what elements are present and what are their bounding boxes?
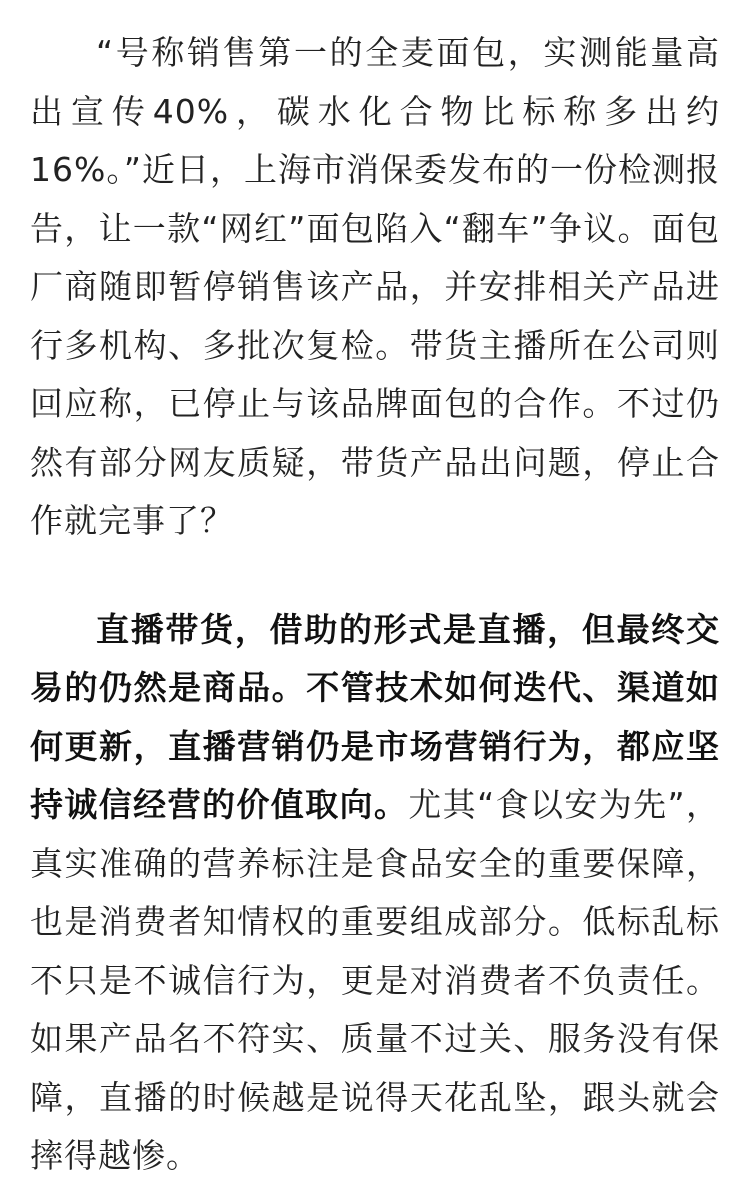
paragraph-commentary-rest: 尤其“食以安为先”，真实准确的营养标注是食品安全的重要保障，也是消费者知情权的重要组成部分。低标乱标不只是不诚信行为，更是对消费者不负责任。如果产品名不符实、质量不过关、服务没有保障，直播的时候越是说得天花乱坠，跟头就会摔得越惨。 bbox=[30, 785, 720, 1175]
paragraph-commentary-bold: 直播带货，借助的形式是直播，但最终交易的仍然是商品。不管技术如何迭代、渠道如何更新，直播营销仍是市场营销行为，都应坚持诚信经营的价值取向。 bbox=[30, 609, 720, 824]
paragraph-commentary bbox=[30, 601, 720, 1186]
article-body bbox=[30, 24, 720, 1186]
paragraph-intro: “号称销售第一的全麦面包，实测能量高出宣传40%，碳水化合物比标称多出约16%。”近日，上海市消保委发布的一份检测报告，让一款“网红”面包陷入“翻车”争议。面包厂商随即暂停销售该产品，并安排相关产品进行多机构、多批次复检。带货主播所在公司则回应称，已停止与该品牌面包的合作。不过仍然有部分网友质疑，带货产品出问题，停止合作就完事了？ bbox=[30, 33, 720, 540]
